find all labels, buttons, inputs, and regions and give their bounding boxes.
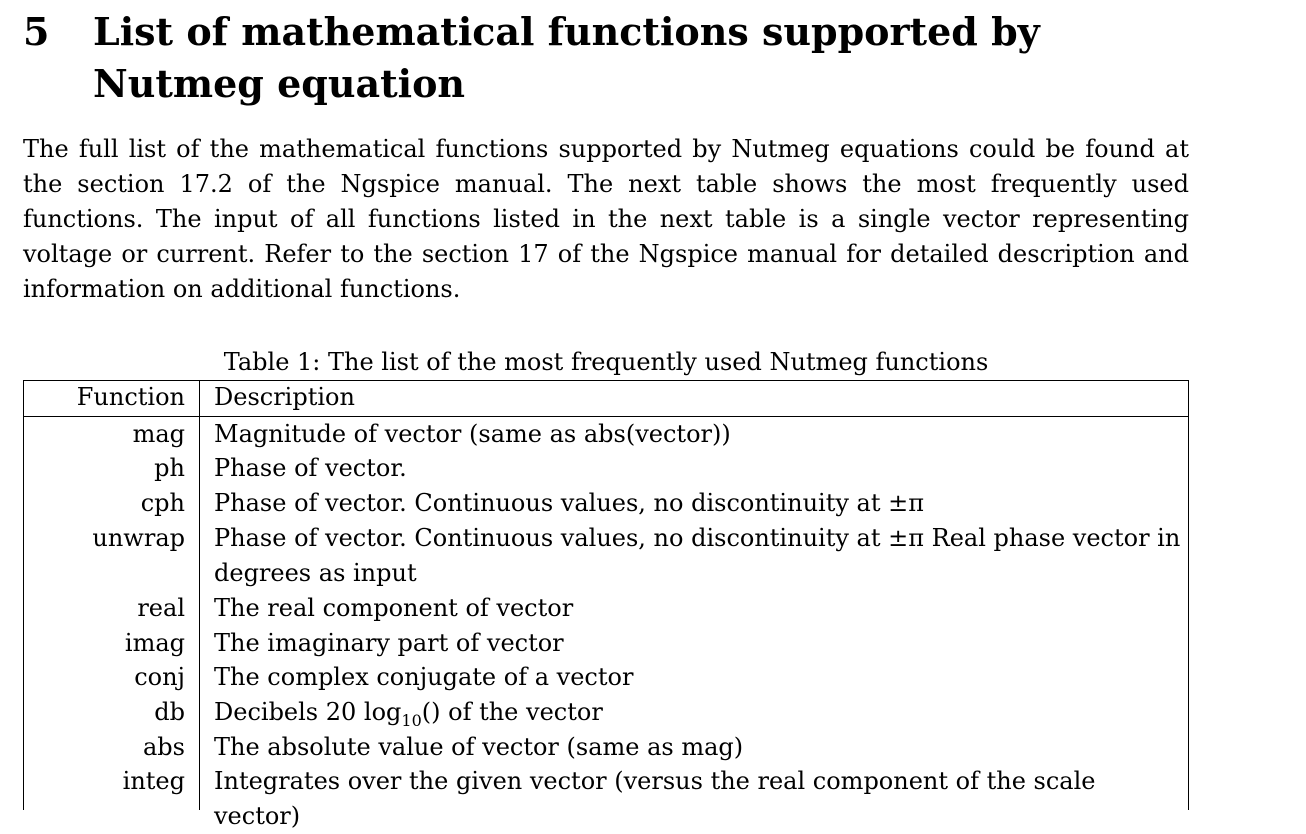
function-description: The real component of vector (214, 594, 574, 622)
function-description: The complex conjugate of a vector (214, 663, 634, 691)
function-name: real (137, 594, 185, 622)
function-description: Magnitude of vector (same as abs(vector)) (214, 420, 731, 448)
function-name: conj (134, 663, 185, 691)
db-description-text: Decibels 20 log (214, 698, 402, 726)
function-name: abs (143, 733, 185, 761)
function-name: imag (124, 629, 185, 657)
intro-paragraph: The full list of the mathematical functions supported by Nutmeg equations could be found at the section 17.2 of the Ngspice manual. The next table shows the most frequently used functions. The input of all functions listed in the next table is a single vector representing voltage or current. Refer to the section 17 of the Ngspice manual for detailed description and information on additional functions. (23, 135, 1189, 303)
function-description (214, 695, 1184, 730)
function-name: unwrap (92, 524, 185, 552)
db-description-suffix: () of the vector (421, 698, 603, 726)
table-header-row (24, 381, 1188, 417)
db-log-base: 10 (401, 711, 422, 730)
section-title: List of mathematical functions supported by Nutmeg equation (93, 9, 1040, 106)
function-description: Phase of vector. Continuous values, no discontinuity at ±π (214, 489, 924, 517)
header-description: Description (214, 383, 355, 411)
functions-table (23, 380, 1189, 830)
function-name: integ (122, 767, 185, 795)
function-description: The imaginary part of vector (214, 629, 564, 657)
function-description: Phase of vector. Continuous values, no discontinuity at ±π Real phase vector in degrees as input (214, 524, 1181, 587)
function-description: Integrates over the given vector (versus the real component of the scale vector) (214, 767, 1096, 830)
function-name: db (154, 698, 185, 726)
table-caption: Table 1: The list of the most frequently used Nutmeg functions (223, 348, 989, 376)
column-divider (199, 381, 200, 810)
function-description: Phase of vector. (214, 454, 407, 482)
header-function: Function (76, 383, 185, 411)
function-name: cph (140, 489, 185, 517)
function-name: ph (154, 454, 185, 482)
section-number: 5 (23, 9, 50, 54)
function-description: The absolute value of vector (same as mag) (214, 733, 744, 761)
function-name: mag (132, 420, 185, 448)
